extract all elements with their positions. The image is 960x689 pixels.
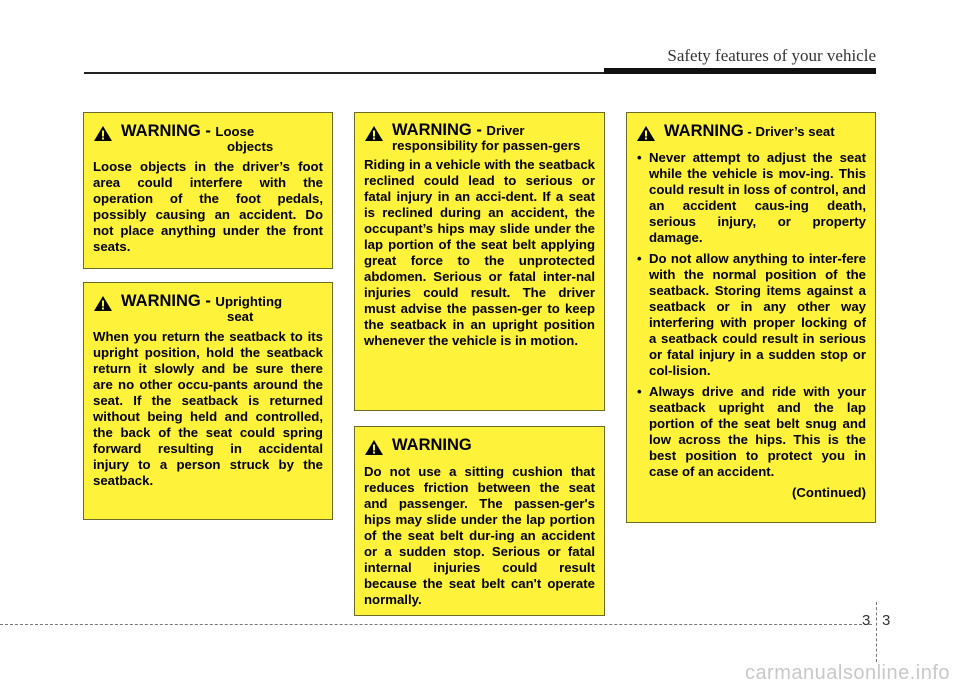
warning-box-driver-responsibility bbox=[354, 112, 605, 411]
warning-body: Riding in a vehicle with the seatback reclined could lead to serious or fatal injury in an acci-dent. If a seat is reclined during an accident, the occupant’s hips may slide under the lap portion of the seat belt applying great force to the unprotected abdomen. Serious or fatal inter-nal injuries could result. The driver must advise the passen-ger to keep the seatback in an upright position whenever the vehicle is in motion. bbox=[364, 157, 595, 348]
list-item: • Do not allow anything to inter-fere with the normal position of the seatback. Storing items against a seatback or in any other way interfering with proper locking of a seatback could result in serious or fatal injury in a sudden stop or col-lision. bbox=[636, 251, 866, 379]
warning-triangle-icon bbox=[636, 125, 658, 146]
warning-triangle-icon bbox=[93, 125, 115, 146]
warning-box-drivers-seat bbox=[626, 112, 876, 523]
warning-triangle-icon bbox=[364, 439, 386, 460]
warning-heading bbox=[93, 123, 323, 155]
warning-body: Do not use a sitting cushion that reduces friction between the seat and passenger. The passen-ger's hips may slide under the lap portion of the seat belt dur-ing an accident or a sudden stop. Serious or fatal internal injuries could result because the seat belt can't operate normally. bbox=[364, 464, 595, 607]
warning-label: WARNING - bbox=[121, 292, 216, 310]
warning-topic: Driver responsibility for passen-gers bbox=[392, 123, 581, 153]
footer-divider bbox=[0, 624, 872, 625]
warning-heading bbox=[93, 293, 323, 325]
warning-label: WARNING - bbox=[121, 122, 216, 140]
warning-label: WARNING bbox=[664, 122, 744, 140]
warning-topic: Uprighting bbox=[215, 294, 283, 309]
warning-topic-cont: seat bbox=[227, 309, 254, 324]
continued-label: (Continued) bbox=[792, 485, 866, 500]
warning-topic: Loose bbox=[215, 124, 255, 139]
warning-box-uprighting-seat bbox=[83, 282, 333, 520]
section-title: Safety features of your vehicle bbox=[667, 46, 876, 65]
warning-box-sitting-cushion bbox=[354, 426, 605, 616]
list-item: • Always drive and ride with your seatback upright and the lap portion of the seat belt snug and low across the hips. This is the best position to protect you in case of an accident. bbox=[636, 384, 866, 480]
warning-box-loose-objects bbox=[83, 112, 333, 269]
warning-label: WARNING bbox=[392, 436, 472, 454]
warning-bullet-list bbox=[636, 150, 866, 480]
warning-heading bbox=[364, 123, 595, 153]
header-divider bbox=[84, 72, 604, 74]
warning-triangle-icon bbox=[93, 295, 115, 316]
warning-topic-cont: objects bbox=[227, 139, 274, 154]
warning-topic: - Driver’s seat bbox=[743, 124, 835, 139]
warning-heading bbox=[364, 437, 595, 460]
warning-label: WARNING - bbox=[392, 121, 487, 139]
list-item: • Never attempt to adjust the seat while the vehicle is mov-ing. This could result in loss of control, and an accident caus-ing death, serious injury, or property damage. bbox=[636, 150, 866, 246]
header-divider-thick bbox=[604, 68, 876, 74]
chapter-number: 3 bbox=[862, 612, 871, 629]
warning-body: When you return the seatback to its upright position, hold the seatback return it slowly and be sure there are no other occu-pants around the seat. If the seatback is returned without being held and controlled, the back of the seat could spring forward resulting in accidental injury to a person struck by the seatback. bbox=[93, 329, 323, 488]
footer-vertical-divider bbox=[876, 602, 877, 662]
warning-triangle-icon bbox=[364, 125, 386, 146]
warning-heading bbox=[636, 123, 866, 146]
page-number: 3 bbox=[882, 612, 891, 629]
watermark: carmanualsonline.info bbox=[744, 662, 950, 684]
warning-body: Loose objects in the driver’s foot area could interfere with the operation of the foot pedals, possibly causing an accident. Do not place anything under the front seats. bbox=[93, 159, 323, 254]
